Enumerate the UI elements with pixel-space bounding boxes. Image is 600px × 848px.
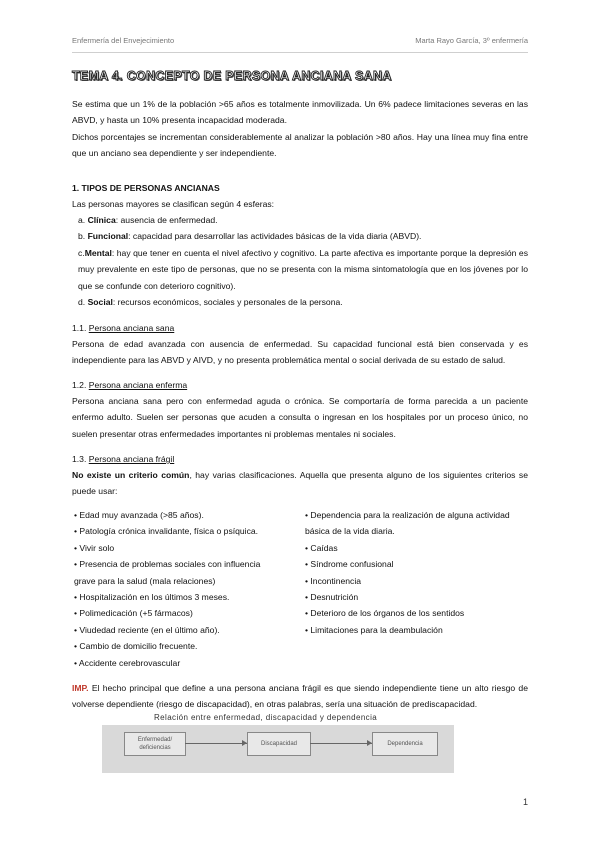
- criteria-item: • Viudedad reciente (en el último año).: [74, 624, 220, 635]
- criteria-item: • Patología crónica invalidante, física o psíquica.: [74, 526, 259, 537]
- document-title: TEMA 4. CONCEPTO DE PERSONA ANCIANA SANA: [72, 69, 392, 83]
- list-item-mental: c.Mental: hay que tener en cuenta el nivel afectivo y cognitivo. La parte afectiva es importante porque la depresión es muy prevalente en este tipo de personas, que no se presenta con la misma sintomatología que en los jóvenes por lo que se confunde con deterioro cognitivo).: [78, 248, 528, 291]
- page-header: [72, 36, 528, 53]
- section-1-lead: Las personas mayores se clasifican según 4 esferas:: [72, 199, 275, 209]
- criteria-item: • Vivir solo: [74, 542, 115, 553]
- diagram-box-dependencia: Dependencia: [372, 732, 438, 756]
- criteria-item: • Síndrome confusional: [305, 559, 394, 570]
- criteria-item: • Presencia de problemas sociales con influencia: [74, 559, 261, 570]
- subsection-1-1-text: Persona de edad avanzada con ausencia de enfermedad. Su capacidad funcional está bien conservada y es independiente para las ABVD y AIVD, y no presenta problemática mental o social derivada de su estado de salud.: [72, 339, 528, 366]
- subsection-1-2-text: Persona anciana sana pero con enfermedad aguda o crónica. Se comportaría de forma parecida a un paciente enfermo adulto. Suelen ser personas que acuden a consulta o ingresan en los hospitales por un proceso único, no suelen presentar otras enfermedades importantes ni problemas mentales ni sociales.: [72, 396, 528, 439]
- criteria-item: • Accidente cerebrovascular: [74, 657, 181, 668]
- criteria-item: grave para la salud (mala relaciones): [74, 575, 216, 586]
- page-number: 1: [522, 797, 528, 807]
- diagram-box-enfermedad: Enfermedad/ deficiencias: [124, 732, 186, 756]
- list-item-funcional: b. Funcional: capacidad para desarrollar las actividades básicas de la vida diaria (ABVD).: [78, 231, 422, 241]
- subsection-1-3-text: No existe un criterio común, hay varias clasificaciones. Aquella que presenta alguno de los siguientes criterios se puede usar:: [72, 470, 528, 497]
- criteria-item: • Cambio de domicilio frecuente.: [74, 641, 198, 652]
- criteria-item: • Desnutrición: [305, 592, 359, 603]
- diagram-box-discapacidad: Discapacidad: [247, 732, 311, 756]
- subsection-1-3-heading: 1.3. Persona anciana frágil: [72, 454, 175, 464]
- criteria-right-column: [305, 507, 529, 638]
- list-item-social: d. Social: recursos económicos, sociales y personales de la persona.: [78, 297, 343, 307]
- diagram-title: Relación entre enfermedad, discapacidad y dependencia: [150, 713, 381, 722]
- relationship-diagram: [102, 715, 454, 773]
- criteria-left-column: [74, 507, 300, 671]
- intro-paragraph-1: Se estima que un 1% de la población >65 años es totalmente inmovilizada. Un 6% padece limitaciones severas en las ABVD, y hasta un 10% presenta incapacidad moderada.: [72, 99, 528, 126]
- imp-note: IMP. El hecho principal que define a una persona anciana frágil es que siendo independiente tiene un alto riesgo de volverse dependiente (riesgo de discapacidad), en otras palabras, sería una situación de prediscapacidad.: [72, 683, 528, 710]
- criteria-item: • Hospitalización en los últimos 3 meses.: [74, 592, 230, 603]
- subsection-1-2-heading: 1.2. Persona anciana enferma: [72, 380, 188, 390]
- subsection-1-1-heading: 1.1. Persona anciana sana: [72, 323, 175, 333]
- diagram-arrow: [185, 743, 247, 744]
- section-1-heading: 1. TIPOS DE PERSONAS ANCIANAS: [72, 183, 220, 193]
- diagram-arrow: [310, 743, 372, 744]
- criteria-item: • Incontinencia: [305, 575, 362, 586]
- criteria-item: • Deterioro de los órganos de los sentidos: [305, 608, 465, 619]
- criteria-item: • Polimedicación (+5 fármacos): [74, 608, 193, 619]
- criteria-item: • Edad muy avanzada (>85 años).: [74, 510, 204, 520]
- header-right: Marta Rayo García, 3º enfermería: [415, 36, 528, 45]
- criteria-item: • Caídas: [305, 542, 338, 553]
- criteria-item: básica de la vida diaria.: [305, 526, 395, 537]
- header-left: Enfermería del Envejecimiento: [72, 36, 175, 45]
- list-item-clinica: a. Clínica: ausencia de enfermedad.: [78, 215, 218, 225]
- intro-paragraph-2: Dichos porcentajes se incrementan considerablemente al analizar la población >80 años. Hay una línea muy fina entre que un anciano sea dependiente y ser independiente.: [72, 132, 528, 159]
- criteria-item: • Limitaciones para la deambulación: [305, 624, 443, 635]
- criteria-item: • Dependencia para la realización de alguna actividad: [305, 510, 510, 520]
